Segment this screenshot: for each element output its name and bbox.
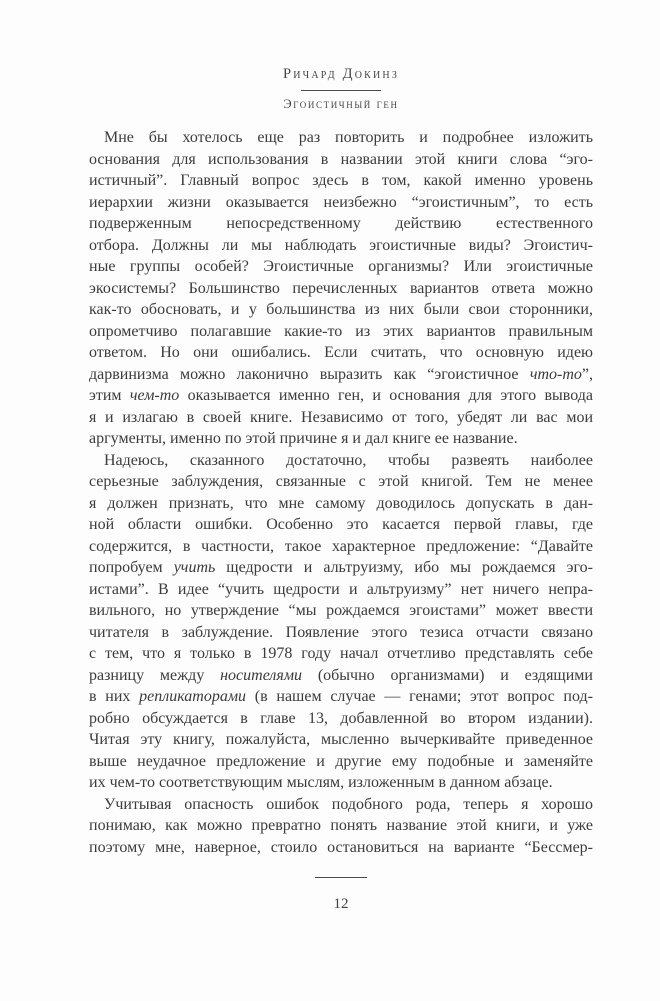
text-line bbox=[89, 450, 593, 472]
text-line bbox=[89, 686, 593, 708]
text-run: читателя в заблуждение. Появление этого тезиса отчасти связано bbox=[89, 623, 593, 641]
text-run: этим bbox=[89, 387, 130, 404]
text-run: Учитывая опасность ошибок подобного рода, теперь я хорошо bbox=[104, 795, 593, 813]
text-run: (обычно организмами) и ездящими bbox=[302, 666, 593, 684]
text-line bbox=[89, 192, 593, 214]
text-run: я и излагаю в своей книге. Независимо от того, убедят ли вас мои bbox=[89, 408, 593, 426]
page-number: 12 bbox=[333, 896, 349, 912]
text-run: истичный”. Главный вопрос здесь в том, какой именно уровень bbox=[89, 172, 593, 189]
text-run: содержится, в частности, такое характерное предложение: “Давайте bbox=[89, 537, 593, 555]
text-run: робно обсуждается в главе 13, добавленной во втором издании). bbox=[89, 709, 593, 727]
italic-text-run: что-то bbox=[529, 365, 582, 383]
text-run: их чем-то соответствующим мыслям, изложенным в данном абзаце. bbox=[89, 774, 553, 791]
header-divider bbox=[301, 90, 381, 91]
text-run: ответом. Но они ошибались. Если считать, что основную идею bbox=[89, 344, 593, 361]
italic-text-run: репликаторами bbox=[139, 688, 247, 705]
text-line bbox=[89, 643, 593, 665]
text-line bbox=[89, 278, 593, 300]
italic-text-run: носителями bbox=[220, 666, 303, 684]
text-run: с тем, что я только в 1978 году начал отчетливо представлять себе bbox=[89, 645, 593, 662]
text-run: ные группы особей? Эгоистичные организмы? Или эгоистичные bbox=[89, 258, 593, 275]
text-run: иерархии жизни оказывается неизбежно “эгоистичным”, то есть bbox=[89, 193, 593, 211]
book-title: Эгоистичный ген bbox=[283, 97, 399, 111]
text-line bbox=[89, 299, 593, 321]
text-line bbox=[89, 622, 593, 644]
text-run: оказывается именно ген, и основания для этого вывода bbox=[179, 387, 593, 404]
text-run: в них bbox=[89, 688, 140, 705]
text-run: поэтому мне, наверное, стоило остановиться на варианте “Бессмер- bbox=[89, 838, 593, 856]
text-line bbox=[89, 385, 593, 407]
text-run: опрометчиво полагавшие какие-то из этих вариантов правильным bbox=[89, 322, 593, 340]
text-run: Мне бы хотелось еще раз повторить и подробнее изложить bbox=[104, 129, 593, 146]
text-line bbox=[89, 471, 593, 493]
text-line bbox=[89, 729, 593, 751]
text-run: понимаю, как можно превратно понять название этой книги, и уже bbox=[89, 817, 593, 834]
text-line bbox=[89, 794, 593, 816]
text-line bbox=[89, 600, 593, 622]
text-run: отбора. Должны ли мы наблюдать эгоистичные виды? Эгоистич- bbox=[89, 236, 593, 254]
text-line bbox=[89, 127, 593, 149]
author-name: Ричард Докинз bbox=[282, 66, 400, 82]
text-run: дарвинизма можно лаконично выразить как “эгоистичное bbox=[89, 365, 530, 383]
text-run: серьезные заблуждения, связанные с этой книгой. Тем не менее bbox=[89, 473, 593, 490]
footer-divider bbox=[315, 877, 367, 878]
page-header bbox=[89, 66, 593, 112]
text-run: истами”. В идее “учить щедрости и альтруизму” нет ничего непра- bbox=[89, 580, 593, 598]
text-line bbox=[89, 213, 593, 235]
text-line bbox=[89, 557, 593, 579]
text-run: вильного, но утверждение “мы рождаемся эгоистами” может ввести bbox=[89, 602, 593, 619]
text-run: попробуем bbox=[89, 559, 174, 576]
text-line bbox=[89, 407, 593, 429]
text-line bbox=[89, 321, 593, 343]
text-line bbox=[89, 665, 593, 687]
text-line bbox=[89, 579, 593, 601]
text-run: ”, bbox=[581, 365, 593, 383]
text-run: я должен признать, что мне самому доводилось допускать в дан- bbox=[89, 494, 593, 512]
text-line bbox=[89, 536, 593, 558]
text-run: основания для использования в названии этой книги слова “эго- bbox=[89, 150, 593, 168]
text-run: Читая эту книгу, пожалуйста, мысленно вычеркивайте приведенное bbox=[89, 731, 593, 748]
text-run: аргументы, именно по этой причине я и дал книге ее название. bbox=[89, 430, 518, 447]
text-run: ной области ошибки. Особенно это касается первой главы, где bbox=[89, 516, 593, 533]
italic-text-run: чем-то bbox=[129, 387, 180, 404]
text-line bbox=[89, 493, 593, 515]
text-run: экосистемы? Большинство перечисленных вариантов ответа можно bbox=[89, 279, 593, 297]
text-run: (в нашем случае — генами; этот вопрос под- bbox=[246, 688, 593, 705]
text-run: как-то обосновать, и у большинства из них были свои сторонники, bbox=[89, 301, 593, 318]
text-run: подверженным непосредственному действию естественного bbox=[89, 215, 593, 232]
text-run: разницу между bbox=[89, 666, 221, 684]
text-line bbox=[89, 170, 593, 192]
text-line bbox=[89, 342, 593, 364]
text-run: Надеюсь, сказанного достаточно, чтобы развеять наиболее bbox=[104, 451, 593, 469]
text-line bbox=[89, 256, 593, 278]
text-line bbox=[89, 837, 593, 859]
text-line bbox=[89, 514, 593, 536]
text-line bbox=[89, 149, 593, 171]
text-line bbox=[89, 428, 593, 450]
text-line bbox=[89, 751, 593, 773]
text-line bbox=[89, 708, 593, 730]
italic-text-run: учить bbox=[173, 559, 216, 576]
text-line bbox=[89, 772, 593, 794]
text-run: выше неудачное предложение и другие ему подобные и заменяйте bbox=[89, 752, 593, 770]
text-line bbox=[89, 364, 593, 386]
text-line bbox=[89, 815, 593, 837]
text-run: щедрости и альтруизму, ибо мы рождаемся эго- bbox=[215, 559, 593, 576]
text-line bbox=[89, 235, 593, 257]
page-body-text bbox=[89, 127, 593, 858]
